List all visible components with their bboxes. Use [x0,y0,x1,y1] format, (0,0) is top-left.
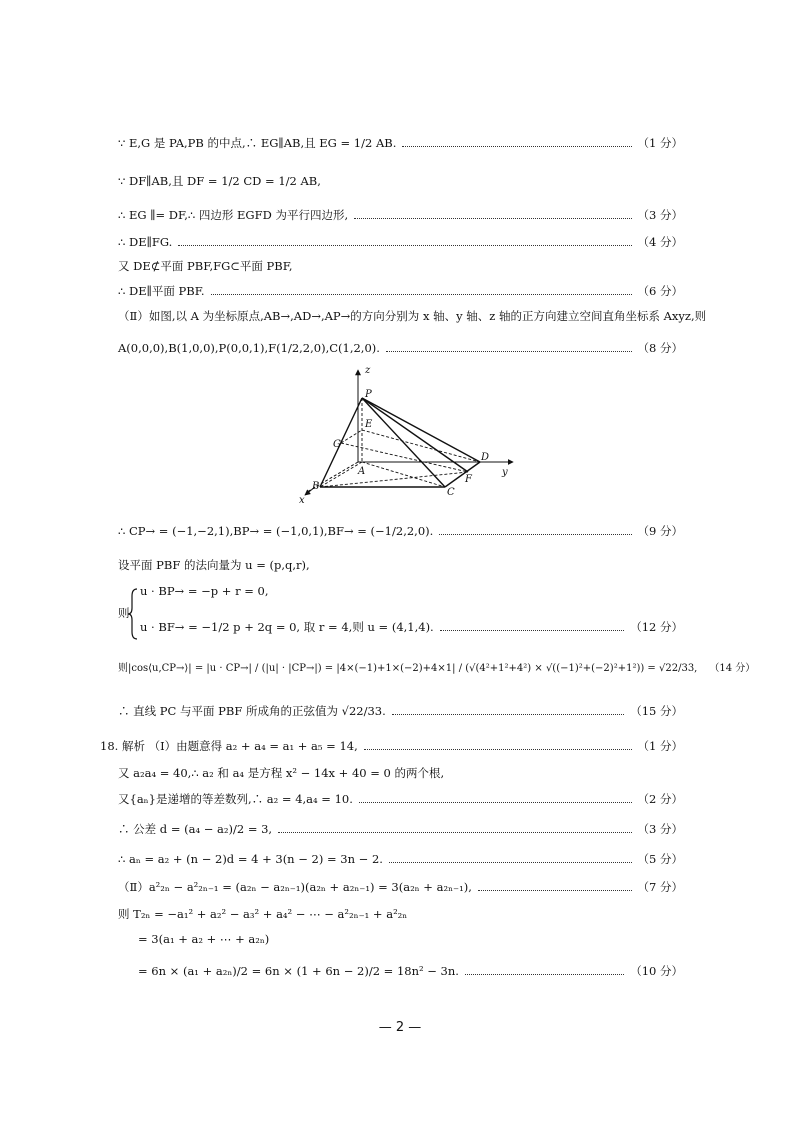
problem-18-line-1: 18. 解析 （Ⅰ）由题意得 a₂ + a₄ = a₁ + a₅ = 14, （1 分） [100,739,683,753]
tetrahedron-diagram [295,365,520,510]
label-F: F [465,474,472,485]
label-B: B [312,481,320,492]
sine-conclusion: ∴ 直线 PC 与平面 PBF 所成角的正弦值为 √22/33. （15 分） [118,704,683,718]
system-prefix: 则 [118,606,130,620]
part2-intro: （Ⅱ）如图,以 A 为坐标原点,AB→,AD→,AP→的方向分别为 x 轴、y 轴、z 轴的正方向建立空间直角坐标系 Axyz,则 [118,309,707,323]
coordinate-figure [295,365,520,510]
label-z: z [365,365,371,376]
problem-18-line-5: ∴ aₙ = a₂ + (n − 2)d = 4 + 3(n − 2) = 3n − 2. （5 分） [118,852,683,866]
normal-vector-line: 设平面 PBF 的法向量为 u = (p,q,r), [118,558,310,572]
label-C: C [447,487,455,498]
vectors-line: ∴ CP→ = (−1,−2,1),BP→ = (−1,0,1),BF→ = (−1/2,2,0). （9 分） [118,524,683,538]
problem-18-line-7: 则 T₂ₙ = −a₁² + a₂² − a₃² + a₄² − ⋯ − a²₂ₙ₋₁ + a²₂ₙ [118,907,408,921]
edge-CD [445,462,480,487]
problem-18-line-3: 又{aₙ}是递增的等差数列,∴ a₂ = 4,a₄ = 10. （2 分） [118,792,683,806]
label-G: G [333,439,341,450]
cosine-line: 则|cos⟨u,CP→⟩| = |u · CP→| / (|u| · |CP→|) = |4×(−1)+1×(−2)+4×1| / (√(4²+1²+4²) × √((−1)²+(−2)²+1²)) = √22/33, （14 分） [118,662,756,674]
page-number: — 2 — [378,1020,422,1035]
problem-18-line-8: = 3(a₁ + a₂ + ⋯ + a₂ₙ) [138,932,270,946]
proof-line-4: ∴ DE∥FG. （4 分） [118,235,683,249]
label-D: D [481,452,490,463]
system-brace [128,588,138,640]
proof-line-2: ∵ DF∥AB,且 DF = 1/2 CD = 1/2 AB, [118,174,321,188]
problem-18-line-9: = 6n × (a₁ + a₂ₙ)/2 = 6n × (1 + 6n − 2)/2 = 18n² − 3n. （10 分） [138,964,683,978]
edge-PC [362,398,445,487]
label-A: A [358,466,366,477]
coordinates-line: A(0,0,0),B(1,0,0),P(0,0,1),F(1/2,2,0),C(1,2,0). （8 分） [118,341,683,355]
problem-18-line-6: （Ⅱ）a²₂ₙ − a²₂ₙ₋₁ = (a₂ₙ − a₂ₙ₋₁)(a₂ₙ + a₂ₙ₋₁) = 3(a₂ₙ + a₂ₙ₋₁), （7 分） [118,880,683,894]
proof-line-5: 又 DE⊄平面 PBF,FG⊂平面 PBF, [118,259,293,273]
system-eq-1: u · BP→ = −p + r = 0, [140,584,269,598]
problem-18-line-4: ∴ 公差 d = (a₄ − a₂)/2 = 3, （3 分） [118,822,683,836]
proof-line-6: ∴ DE∥平面 PBF. （6 分） [118,284,683,298]
problem-18-line-2: 又 a₂a₄ = 40,∴ a₂ 和 a₄ 是方程 x² − 14x + 40 = 0 的两个根, [118,766,445,780]
proof-line-3: ∴ EG ∥= DF,∴ 四边形 EGFD 为平行四边形, （3 分） [118,208,683,222]
edge-PF [362,398,468,472]
edge-PD [362,398,480,462]
label-y: y [502,467,508,478]
label-x: x [299,495,305,506]
label-E: E [365,419,373,430]
label-P: P [365,389,372,400]
proof-line-1: ∵ E,G 是 PA,PB 的中点,∴ EG∥AB,且 EG = 1/2 AB. （1 分） [118,136,683,150]
system-eq-2: u · BF→ = −1/2 p + 2q = 0, 取 r = 4,则 u = (4,1,4). （12 分） [140,620,683,634]
